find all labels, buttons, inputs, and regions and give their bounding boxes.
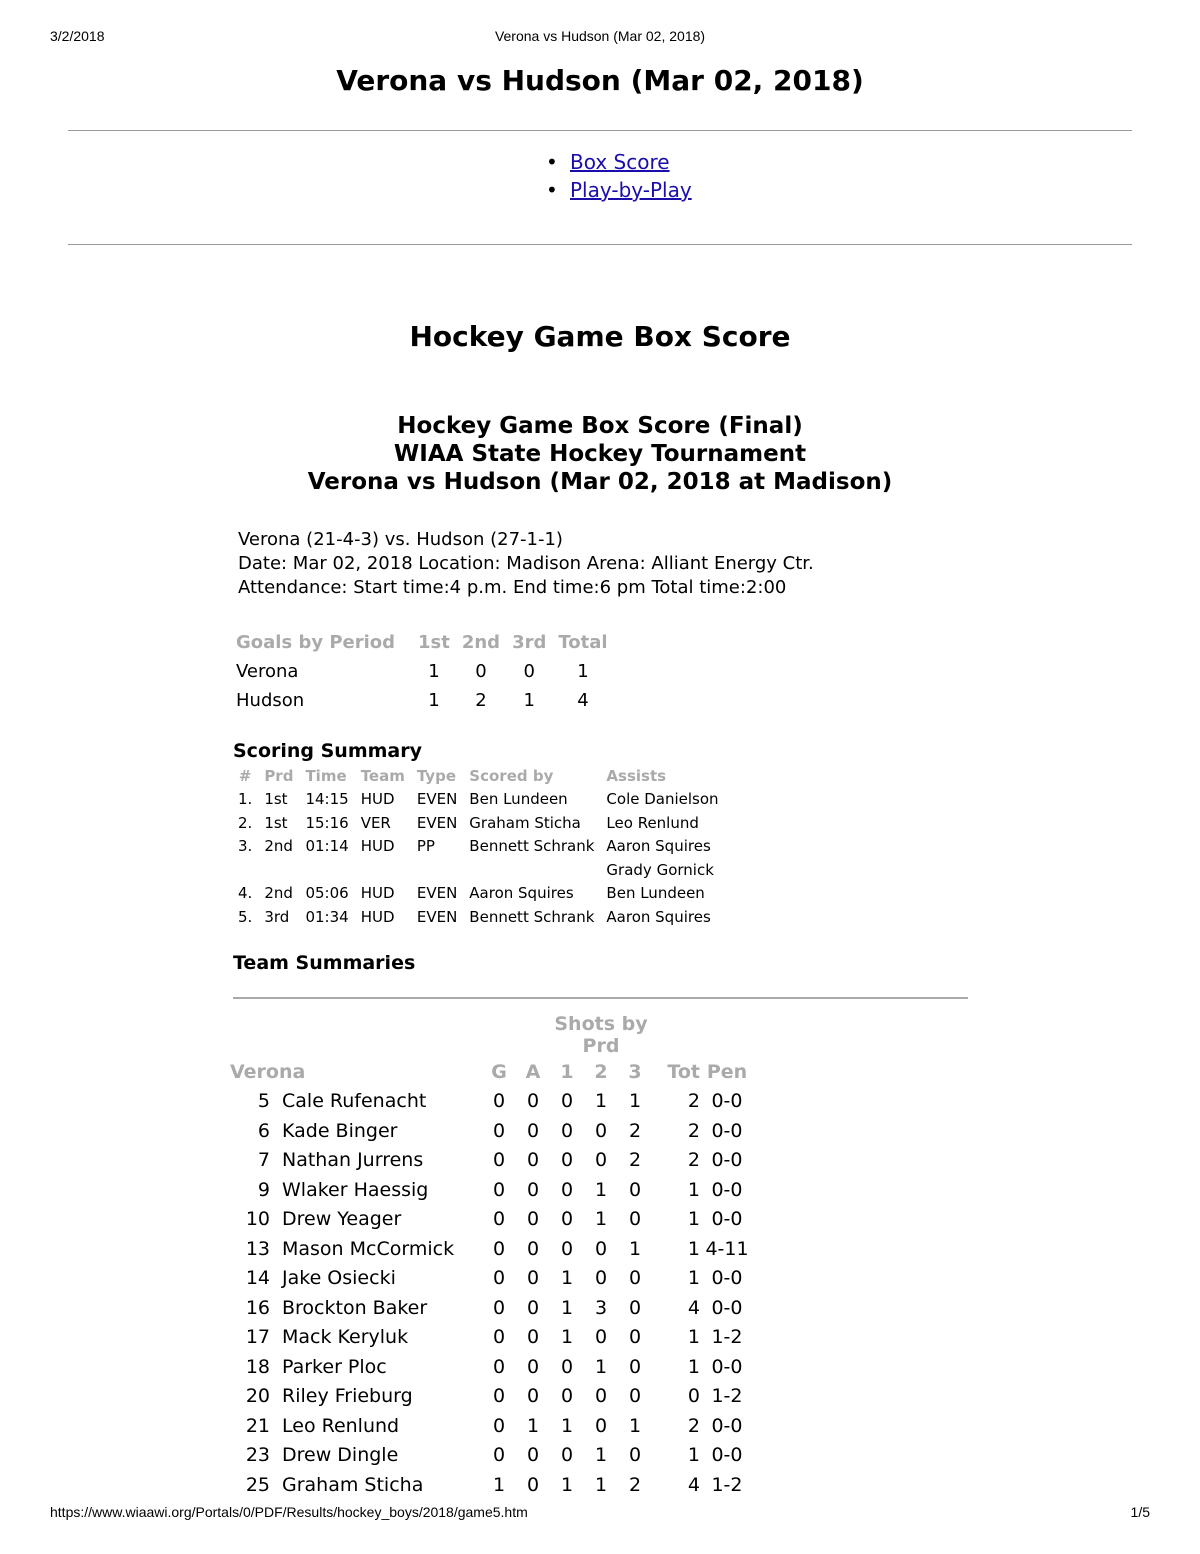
ts-cell: 4 (687, 1296, 700, 1319)
ss-header: Assists (606, 766, 667, 785)
ts-cell: 1 (594, 1090, 608, 1113)
ts-cell: 0 (492, 1326, 506, 1349)
shots-by-period-header-row (230, 1013, 754, 1057)
table-row (230, 1411, 754, 1441)
player-name: Parker Ploc (282, 1355, 387, 1378)
game-records: Verona (21-4-3) vs. Hudson (27-1-1) (238, 529, 563, 550)
ts-cell: 1 (687, 1326, 700, 1349)
team-summaries-divider (233, 997, 968, 999)
table-row (230, 1323, 754, 1353)
ss-cell: 15:16 (305, 813, 349, 832)
table-row (230, 1470, 754, 1500)
ss-cell (355, 858, 411, 882)
table-row (232, 811, 725, 835)
table-row (230, 1146, 754, 1176)
ts-cell: 0 (492, 1355, 506, 1378)
print-footer (50, 1504, 1150, 1524)
ts-cell: 0 (560, 1090, 574, 1113)
ts-cell: 0 (526, 1149, 540, 1172)
ts-cell: 0 (526, 1296, 540, 1319)
ss-cell (411, 858, 463, 882)
ts-header: G (491, 1060, 507, 1083)
ss-cell: 14:15 (305, 790, 349, 809)
ts-cell: 0-0 (711, 1355, 743, 1378)
ts-cell: 0 (526, 1267, 540, 1290)
ts-cell: 0-0 (711, 1090, 743, 1113)
table-row (230, 686, 614, 715)
table-row (230, 1087, 754, 1117)
ts-cell: 0 (526, 1326, 540, 1349)
ts-cell: 0 (492, 1444, 506, 1467)
divider-top (68, 130, 1132, 131)
ss-cell: HUD (360, 907, 395, 926)
table-row (230, 1264, 754, 1294)
table-row (230, 1205, 754, 1235)
goals-by-period-table (230, 628, 614, 715)
shots-by-period-header: Shots by Prd (554, 1013, 648, 1057)
ts-cell: 0-0 (711, 1208, 743, 1231)
ts-cell: 0 (560, 1149, 574, 1172)
ss-header: Prd (264, 766, 294, 785)
ts-cell: 0 (594, 1119, 608, 1142)
player-name: Riley Frieburg (282, 1385, 413, 1408)
ts-header: Tot (667, 1060, 700, 1083)
ss-cell: HUD (360, 837, 395, 856)
player-name: Mack Keryluk (282, 1326, 409, 1349)
ts-cell: 0 (560, 1178, 574, 1201)
game-attendance-times: Attendance: Start time:4 p.m. End time:6 pm Total time:2:00 (238, 577, 787, 598)
ss-cell: 3. (238, 837, 253, 856)
ts-cell: 0 (560, 1208, 574, 1231)
print-header (50, 28, 1150, 48)
subhead-matchup: Verona vs Hudson (Mar 02, 2018 at Madison) (307, 469, 893, 495)
subhead-tournament: WIAA State Hockey Tournament (393, 441, 807, 467)
player-name: Cale Rufenacht (282, 1090, 427, 1113)
gbp-cell: 2 (475, 690, 487, 711)
ts-cell: 0 (492, 1149, 506, 1172)
game-info (238, 528, 814, 600)
team-summary-table (230, 1013, 754, 1500)
ts-cell: 0-0 (711, 1119, 743, 1142)
ts-header: 1 (560, 1060, 574, 1083)
ts-cell: 2 (628, 1473, 642, 1496)
ts-cell: 1-2 (711, 1326, 743, 1349)
ss-cell: Bennett Schrank (469, 907, 595, 926)
ts-cell: 20 (245, 1385, 270, 1408)
ts-cell: 0 (628, 1444, 642, 1467)
ts-cell: 1 (687, 1178, 700, 1201)
ss-cell: 2. (238, 813, 253, 832)
ts-cell: 5 (257, 1090, 270, 1113)
ts-cell: 1 (594, 1473, 608, 1496)
ss-header: Time (305, 766, 347, 785)
ss-cell: 01:34 (305, 907, 349, 926)
ts-cell: 1 (594, 1444, 608, 1467)
gbp-cell: Hudson (236, 690, 305, 711)
ss-cell: PP (416, 837, 435, 856)
ts-cell: 0 (492, 1267, 506, 1290)
ts-cell: 1 (628, 1414, 642, 1437)
gbp-header: Goals by Period (236, 632, 396, 653)
ts-cell: 1-2 (711, 1385, 743, 1408)
gbp-cell: 0 (475, 661, 487, 682)
ts-cell: 0 (628, 1208, 642, 1231)
ts-cell: 0 (560, 1355, 574, 1378)
player-name: Kade Binger (282, 1119, 398, 1142)
ts-cell: 1 (594, 1178, 608, 1201)
section-title: Hockey Game Box Score (409, 320, 791, 353)
ts-cell: 0 (560, 1444, 574, 1467)
ts-cell: 6 (257, 1119, 270, 1142)
ts-cell: 7 (257, 1149, 270, 1172)
player-name: Nathan Jurrens (282, 1149, 424, 1172)
player-name: Drew Yeager (282, 1208, 402, 1231)
ts-cell: 3 (594, 1296, 608, 1319)
ts-cell: 0 (560, 1237, 574, 1260)
gbp-cell: 1 (577, 661, 589, 682)
ts-header: 3 (628, 1060, 642, 1083)
ss-cell: 1. (238, 790, 253, 809)
ts-cell: 0 (492, 1237, 506, 1260)
table-row (230, 1175, 754, 1205)
ts-cell: 0 (594, 1326, 608, 1349)
ts-cell: 18 (245, 1355, 270, 1378)
ts-cell: 2 (687, 1149, 700, 1172)
ts-cell: 0 (492, 1178, 506, 1201)
ss-cell (258, 858, 299, 882)
ts-cell: 0-0 (711, 1178, 743, 1201)
ts-cell: 0 (492, 1119, 506, 1142)
ts-cell: 0 (628, 1178, 642, 1201)
table-row (230, 1352, 754, 1382)
player-name: Graham Sticha (282, 1473, 424, 1496)
ss-header: Scored by (469, 766, 554, 785)
ss-header: Type (416, 766, 456, 785)
ts-cell: 1 (687, 1237, 700, 1260)
gbp-cell: 0 (523, 661, 535, 682)
ts-cell: 0 (628, 1267, 642, 1290)
ts-cell: 2 (687, 1119, 700, 1142)
ts-cell: 0 (526, 1385, 540, 1408)
ts-cell: 0 (594, 1385, 608, 1408)
divider-bottom (68, 244, 1132, 245)
ss-cell: Ben Lundeen (606, 884, 705, 903)
print-date: 3/2/2018 (50, 28, 105, 44)
game-date-location: Date: Mar 02, 2018 Location: Madison Arena: Alliant Energy Ctr. (238, 553, 814, 574)
ss-cell: Aaron Squires (469, 884, 574, 903)
subhead-status: Hockey Game Box Score (Final) (397, 413, 803, 439)
ss-cell: 3rd (264, 907, 290, 926)
scoring-summary-header (232, 764, 725, 788)
ts-cell: 0 (492, 1385, 506, 1408)
ss-cell (299, 858, 354, 882)
ss-cell: EVEN (416, 813, 458, 832)
ts-cell: 10 (245, 1208, 270, 1231)
ts-cell: 1 (687, 1444, 700, 1467)
nav-item-box-score (546, 150, 692, 178)
ts-cell: 1 (560, 1473, 574, 1496)
ts-cell: 23 (245, 1444, 270, 1467)
ts-cell: 21 (245, 1414, 270, 1437)
player-name: Drew Dingle (282, 1444, 399, 1467)
ts-cell: 1 (628, 1090, 642, 1113)
table-row (232, 788, 725, 812)
ts-cell: 17 (245, 1326, 270, 1349)
ts-cell: 2 (687, 1414, 700, 1437)
ts-cell: 0 (594, 1414, 608, 1437)
ts-cell: 0 (687, 1385, 700, 1408)
ts-cell: 0 (492, 1296, 506, 1319)
ts-cell: 16 (245, 1296, 270, 1319)
ss-cell: 4. (238, 884, 253, 903)
gbp-cell: 1 (428, 690, 440, 711)
table-row (232, 858, 725, 882)
player-name: Jake Osiecki (282, 1267, 396, 1290)
print-page-number: 1/5 (1130, 1504, 1150, 1520)
ss-cell: 5. (238, 907, 253, 926)
ss-cell: 1st (264, 813, 288, 832)
ts-cell: 0 (526, 1090, 540, 1113)
ss-cell: Aaron Squires (606, 907, 711, 926)
ts-cell: 1 (526, 1414, 540, 1437)
gbp-cell: 1 (523, 690, 535, 711)
ss-cell: 2nd (264, 884, 293, 903)
ss-header: # (238, 766, 252, 785)
ts-cell: 0 (594, 1149, 608, 1172)
ts-cell: 1 (687, 1267, 700, 1290)
ts-cell: 0-0 (711, 1414, 743, 1437)
ss-cell (463, 858, 600, 882)
ss-cell (232, 858, 258, 882)
ss-cell: HUD (360, 790, 395, 809)
table-row (230, 1234, 754, 1264)
ss-cell: Cole Danielson (606, 790, 719, 809)
ts-cell: 1 (687, 1355, 700, 1378)
ts-cell: 0-0 (711, 1296, 743, 1319)
ts-cell: 0-0 (711, 1267, 743, 1290)
scoring-summary-heading: Scoring Summary (233, 740, 423, 762)
ts-header: A (525, 1060, 541, 1083)
ts-cell: 0 (526, 1355, 540, 1378)
ss-cell: Bennett Schrank (469, 837, 595, 856)
ts-cell: 9 (257, 1178, 270, 1201)
ts-cell: 0 (526, 1237, 540, 1260)
ts-header: 2 (594, 1060, 608, 1083)
ts-cell: 4-11 (705, 1237, 749, 1260)
play-by-play-link[interactable]: Play-by-Play (570, 178, 692, 202)
ts-cell: 0-0 (711, 1149, 743, 1172)
ts-cell: 0 (560, 1119, 574, 1142)
team-summaries-heading: Team Summaries (233, 952, 416, 974)
ss-cell: 01:14 (305, 837, 349, 856)
ts-cell: 0 (526, 1208, 540, 1231)
page-title: Verona vs Hudson (Mar 02, 2018) (336, 64, 864, 97)
ts-cell: 0 (492, 1090, 506, 1113)
ts-cell: 1 (492, 1473, 506, 1496)
ts-cell: 13 (245, 1237, 270, 1260)
ts-cell: 0 (594, 1237, 608, 1260)
ts-cell: 2 (628, 1149, 642, 1172)
team-summary-header (230, 1057, 754, 1087)
ss-cell: EVEN (416, 884, 458, 903)
ts-cell: 0 (526, 1178, 540, 1201)
table-row (230, 1382, 754, 1412)
player-name: Wlaker Haessig (282, 1178, 429, 1201)
ts-cell: 0 (526, 1119, 540, 1142)
ss-cell: EVEN (416, 790, 458, 809)
table-row (232, 835, 725, 859)
ts-cell: 2 (687, 1090, 700, 1113)
ts-cell: 4 (687, 1473, 700, 1496)
ts-cell: 14 (245, 1267, 270, 1290)
ts-cell: 0 (628, 1326, 642, 1349)
player-name: Brockton Baker (282, 1296, 428, 1319)
ts-cell: 0 (628, 1296, 642, 1319)
ss-cell: HUD (360, 884, 395, 903)
table-row (230, 657, 614, 686)
scoring-summary-table (232, 764, 725, 929)
ts-cell: 0-0 (711, 1444, 743, 1467)
ss-cell: EVEN (416, 907, 458, 926)
box-score-subheading (0, 412, 1200, 496)
nav-item-play-by-play (546, 178, 692, 206)
gbp-header: 1st (418, 632, 450, 653)
ts-cell: 1 (560, 1296, 574, 1319)
ts-cell: 1 (628, 1237, 642, 1260)
ts-cell: 1 (560, 1267, 574, 1290)
table-row (230, 1116, 754, 1146)
ts-cell: 0 (526, 1444, 540, 1467)
ts-cell: 0 (628, 1385, 642, 1408)
print-title: Verona vs Hudson (Mar 02, 2018) (494, 28, 706, 44)
player-name: Leo Renlund (282, 1414, 400, 1437)
gbp-cell: 1 (428, 661, 440, 682)
ts-cell: 1 (560, 1326, 574, 1349)
ss-cell: Leo Renlund (606, 813, 699, 832)
ts-cell: 0 (492, 1414, 506, 1437)
ts-cell: 1 (560, 1414, 574, 1437)
ts-cell: 1 (594, 1355, 608, 1378)
table-row (232, 905, 725, 929)
ss-header: Team (360, 766, 405, 785)
gbp-cell: Verona (236, 661, 299, 682)
ts-cell: 0 (492, 1208, 506, 1231)
table-row (230, 1293, 754, 1323)
ts-cell: 25 (245, 1473, 270, 1496)
ts-header: Pen (706, 1060, 748, 1083)
ts-cell: 1-2 (711, 1473, 743, 1496)
ts-cell: 1 (687, 1208, 700, 1231)
ss-cell: Graham Sticha (469, 813, 581, 832)
ss-cell: Grady Gornick (606, 860, 714, 879)
ts-cell: 0 (594, 1267, 608, 1290)
ss-cell: 2nd (264, 837, 293, 856)
team-name: Verona (230, 1060, 306, 1083)
gbp-header: 3rd (512, 632, 547, 653)
ts-cell: 0 (526, 1473, 540, 1496)
gbp-header: Total (558, 632, 608, 653)
ts-cell: 1 (594, 1208, 608, 1231)
table-row (230, 1441, 754, 1471)
ts-cell: 2 (628, 1119, 642, 1142)
nav-list (546, 150, 692, 206)
gbp-cell: 4 (577, 690, 589, 711)
gbp-header: 2nd (461, 632, 501, 653)
table-row (232, 882, 725, 906)
print-url: https://www.wiaawi.org/Portals/0/PDF/Results/hockey_boys/2018/game5.htm (50, 1504, 528, 1520)
ts-cell: 0 (560, 1385, 574, 1408)
box-score-link[interactable]: Box Score (570, 150, 670, 174)
ss-cell: VER (360, 813, 391, 832)
ss-cell: 1st (264, 790, 288, 809)
ts-cell: 0 (628, 1355, 642, 1378)
player-name: Mason McCormick (282, 1237, 455, 1260)
ss-cell: Aaron Squires (606, 837, 711, 856)
goals-by-period-header (230, 628, 614, 657)
ss-cell: Ben Lundeen (469, 790, 568, 809)
ss-cell: 05:06 (305, 884, 349, 903)
